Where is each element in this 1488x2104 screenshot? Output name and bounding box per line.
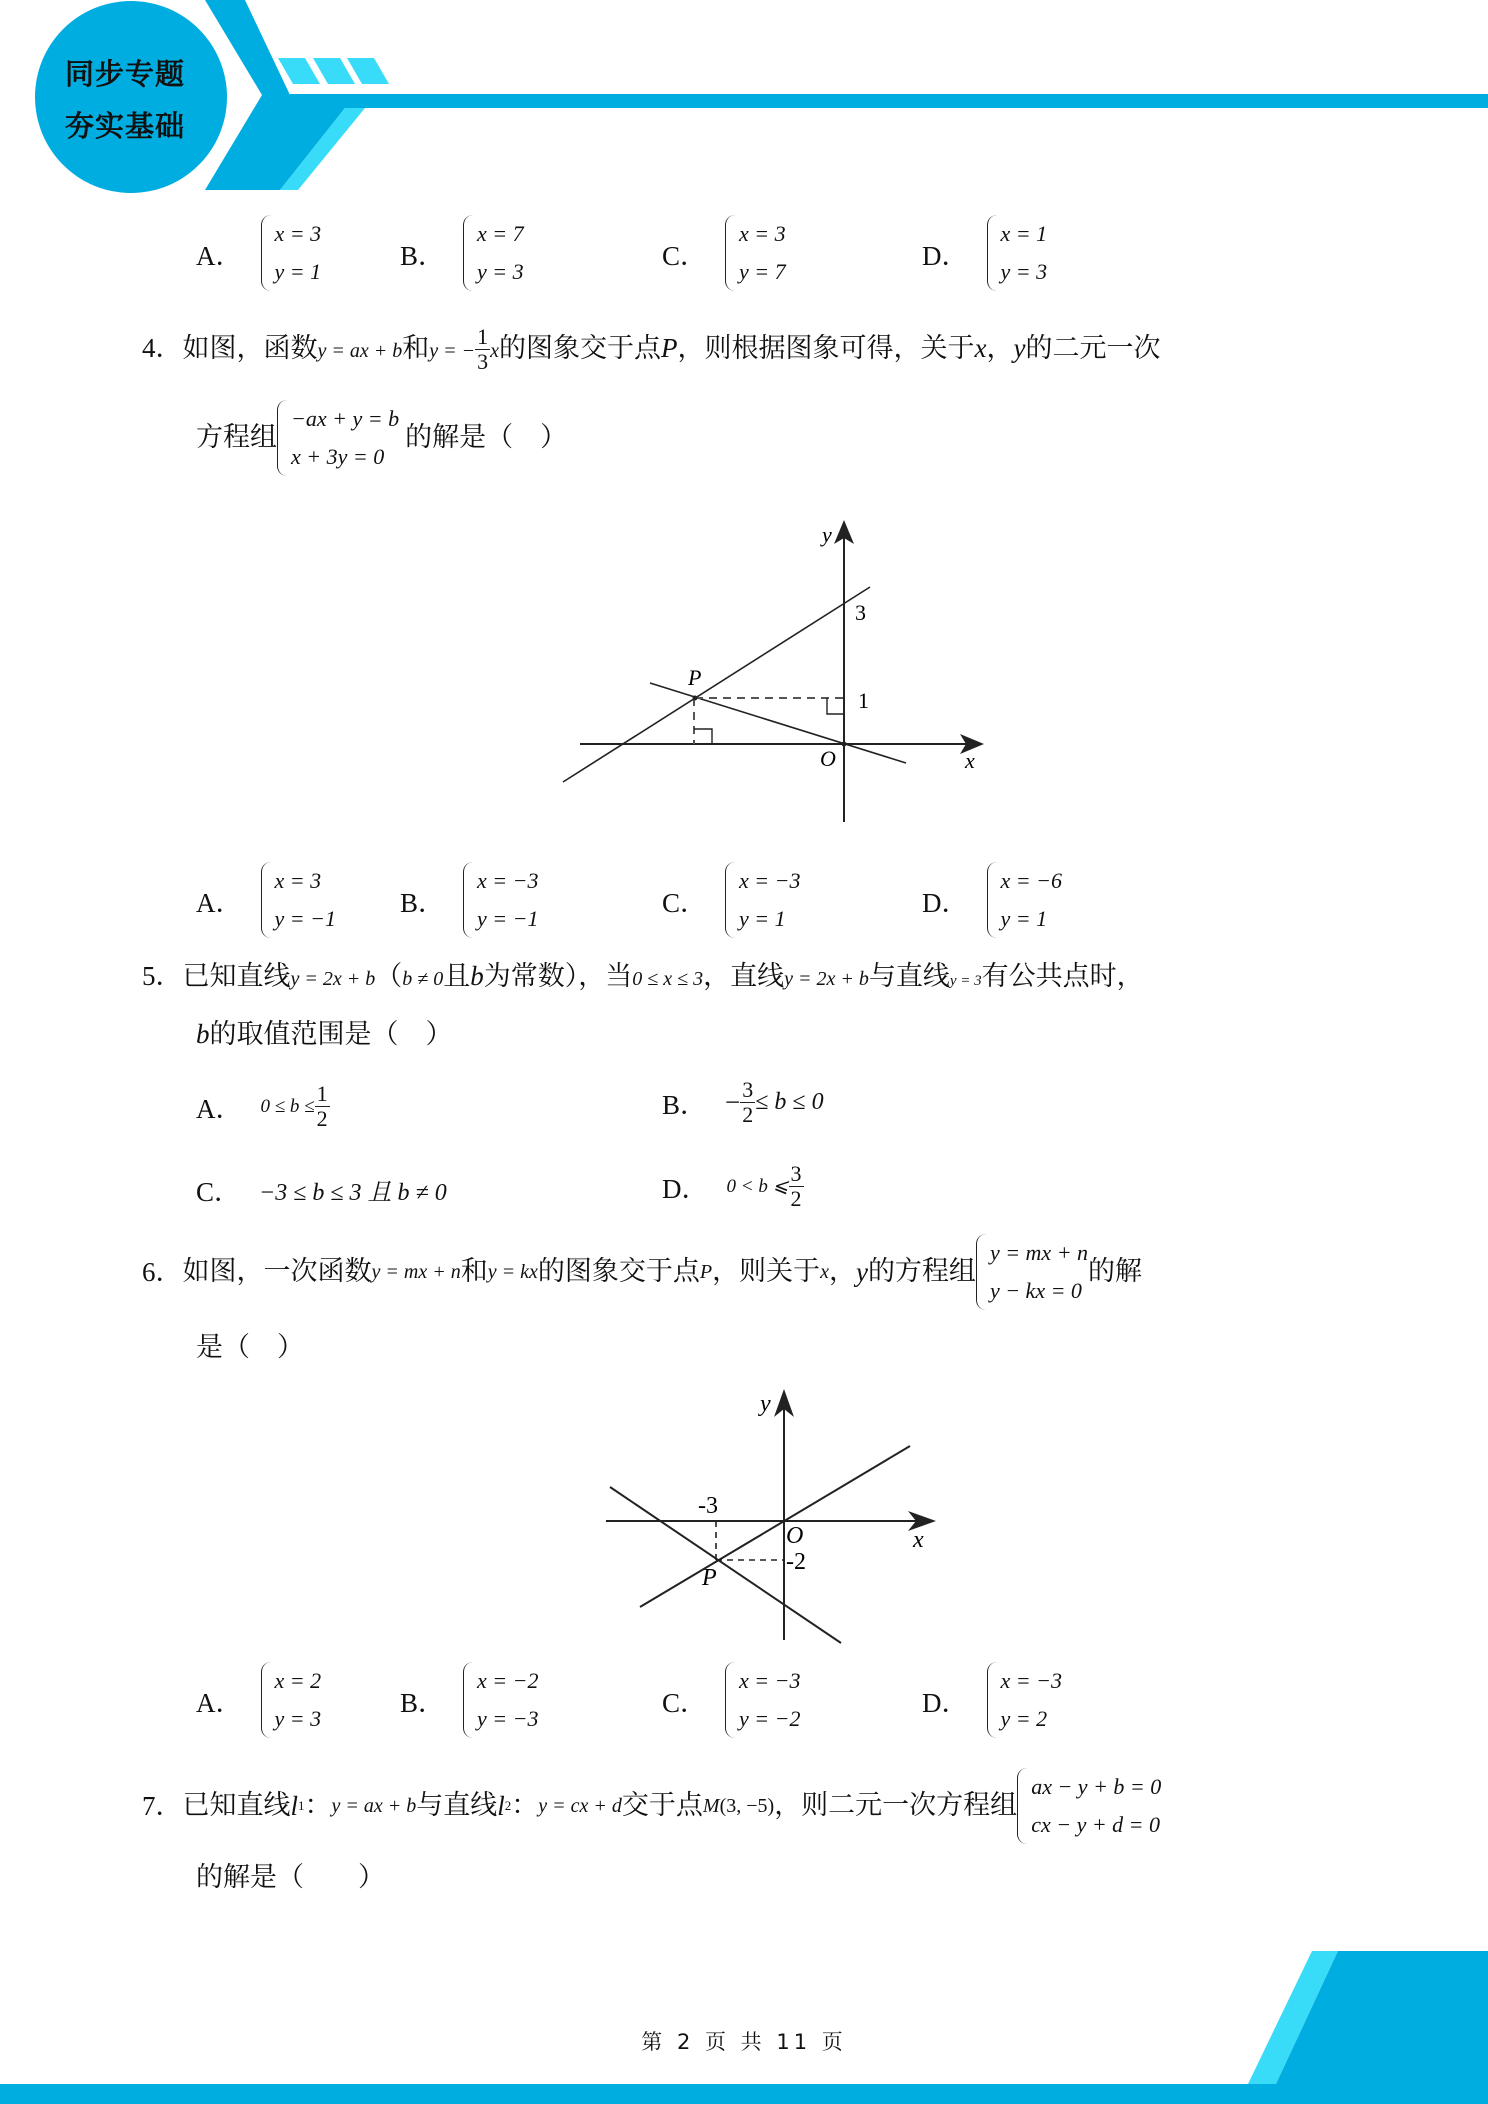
equation-system: −ax + y = b x + 3y = 0 — [277, 400, 399, 476]
q5-option-b[interactable]: B． − $\frac{3}{2}$ ≤ b ≤ 0 — [662, 1077, 824, 1128]
equation-system: y = mx + n y − kx = 0 — [976, 1234, 1088, 1310]
header-banner — [0, 0, 1488, 200]
equation-system: x = −2 y = −3 — [463, 1662, 538, 1738]
q4-option-b[interactable]: B． x = −3 y = −1 — [400, 862, 538, 938]
fraction: $\frac{3}{2}$ — [790, 1161, 802, 1212]
tick-label-1: 1 — [858, 688, 869, 713]
badge-line-1: 同步专题 — [64, 57, 185, 91]
equation-system: x = 2 y = 3 — [261, 1662, 322, 1738]
point-p-label: P — [702, 1565, 717, 1591]
question-5-line-2: b的取值范围是（ ） — [196, 1019, 453, 1050]
tick-label-3: 3 — [855, 600, 866, 625]
question-6-line-2: 是（ ） — [196, 1332, 304, 1363]
stripe-1 — [278, 58, 320, 84]
question-4-line-1: 4．如图，函数y = ax + b和y = − $\frac{1}{3}$ x的图象交于点P，则根据图象可得，关于x，y的二元一次 — [142, 324, 1161, 375]
origin-label: O — [786, 1523, 804, 1549]
equation-system: x = 1 y = 3 — [987, 215, 1048, 291]
q4-option-c[interactable]: C． x = −3 y = 1 — [662, 862, 800, 938]
equation-system: x = −3 y = −2 — [725, 1662, 800, 1738]
q4-option-d[interactable]: D． x = −6 y = 1 — [922, 862, 1062, 938]
right-angle-mark-1 — [694, 729, 712, 744]
question-7-line-1: 7． 已知直线 l 1 ： y = ax + b 与直线 l 2 ： y = cx + d 交于点 M (3, −5) ，则二元一次方程组 ax − y + b = 0 cx − y + d = 0 — [142, 1768, 1161, 1844]
q6-option-a[interactable]: A． x = 2 y = 3 — [196, 1662, 321, 1738]
fraction: $\frac{3}{2}$ — [742, 1077, 754, 1128]
q5-option-c[interactable]: C． −3 ≤ b ≤ 3 且 b ≠ 0 — [196, 1177, 447, 1207]
q6-option-b[interactable]: B． x = −2 y = −3 — [400, 1662, 538, 1738]
tick-label-x: -3 — [698, 1493, 718, 1519]
origin-label: O — [820, 746, 836, 771]
equation-system: x = 3 y = 7 — [725, 215, 786, 291]
q6-option-c[interactable]: C． x = −3 y = −2 — [662, 1662, 800, 1738]
line-y-mx-n — [610, 1487, 841, 1643]
equation-system: x = 7 y = 3 — [463, 215, 524, 291]
stripe-2 — [313, 58, 355, 84]
tick-label-y: -2 — [786, 1549, 806, 1575]
q6-graph — [590, 1375, 950, 1645]
q5-option-d[interactable]: D． 0 < b ⩽ $\frac{3}{2}$ — [662, 1161, 802, 1212]
equation-system: x = −6 y = 1 — [987, 862, 1062, 938]
point-p-label: P — [688, 665, 702, 690]
line-y-kx — [640, 1446, 910, 1607]
origin-point — [842, 742, 847, 747]
badge-circle — [35, 1, 227, 193]
y-axis-label: y — [822, 522, 832, 547]
equation-system: x = −3 y = 2 — [987, 1662, 1062, 1738]
x-axis-label: x — [913, 1527, 924, 1553]
q3-option-c[interactable]: C． x = 3 y = 7 — [662, 215, 786, 291]
question-7-line-2: 的解是（ ） — [196, 1862, 385, 1893]
footer-rule — [0, 2084, 1488, 2104]
right-angle-mark-2 — [827, 698, 844, 714]
y-axis-label: y — [760, 1391, 771, 1417]
header-rule — [290, 94, 1488, 108]
equation-system: x = −3 y = 1 — [725, 862, 800, 938]
question-6-line-1: 6． 如图，一次函数 y = mx + n 和 y = kx 的图象交于点 P ，则关于 x ， y 的方程组 y = mx + n y − kx = 0 的解 — [142, 1234, 1142, 1310]
equation-system: ax − y + b = 0 cx − y + d = 0 — [1017, 1768, 1161, 1844]
fraction: $\frac{1}{2}$ — [316, 1081, 328, 1132]
equation-system: x = −3 y = −1 — [463, 862, 538, 938]
x-axis-label: x — [965, 748, 975, 773]
equation-system: x = 3 y = 1 — [261, 215, 322, 291]
page-number: 第 2 页 共 11 页 — [641, 2030, 847, 2054]
q3-option-a[interactable]: A． x = 3 y = 1 — [196, 215, 321, 291]
badge-line-2: 夯实基础 — [64, 109, 185, 143]
q4-option-a[interactable]: A． x = 3 y = −1 — [196, 862, 336, 938]
question-5-line-1: 5．已知直线y = 2x + b（b ≠ 0且b为常数），当0 ≤ x ≤ 3，直线y = 2x + b与直线y = 3有公共点时， — [142, 961, 1144, 992]
equation-system: x = 3 y = −1 — [261, 862, 336, 938]
question-4-line-2: 方程组 −ax + y = b x + 3y = 0 的解是（ ） — [196, 400, 567, 476]
q3-option-b[interactable]: B． x = 7 y = 3 — [400, 215, 524, 291]
point-p — [693, 696, 698, 701]
q6-option-d[interactable]: D． x = −3 y = 2 — [922, 1662, 1062, 1738]
q5-option-a[interactable]: A． 0 ≤ b ≤ $\frac{1}{2}$ — [196, 1081, 328, 1132]
fraction: $\frac{1}{3}$ — [477, 324, 489, 375]
q4-graph — [550, 510, 1000, 830]
q3-option-d[interactable]: D． x = 1 y = 3 — [922, 215, 1047, 291]
stripe-3 — [347, 58, 389, 84]
